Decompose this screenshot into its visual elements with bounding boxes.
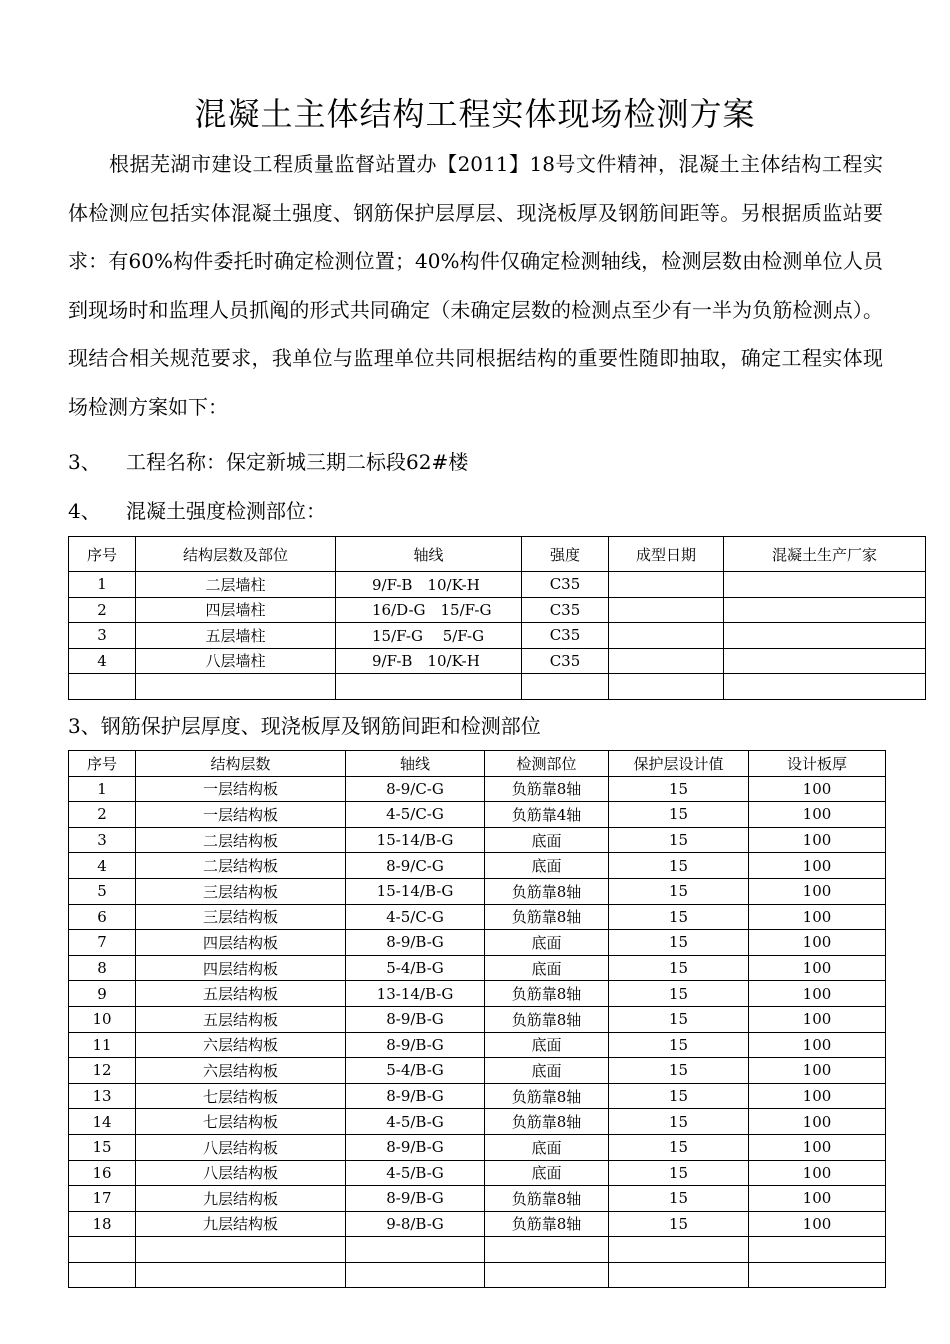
table-cell: 8-9/B-G bbox=[346, 1032, 485, 1058]
rebar-cover-table bbox=[68, 750, 886, 1288]
table-cell: 8-9/B-G bbox=[346, 930, 485, 956]
table-cell: 100 bbox=[749, 827, 886, 853]
header-cell: 保护层设计值 bbox=[609, 751, 749, 777]
table-cell: 15 bbox=[609, 930, 749, 956]
table-cell: C35 bbox=[522, 572, 609, 598]
table-row bbox=[69, 1160, 886, 1186]
table-cell: 100 bbox=[749, 904, 886, 930]
table-header-row bbox=[69, 537, 926, 572]
table-cell: 100 bbox=[749, 776, 886, 802]
concrete-strength-text: 混凝土强度检测部位： bbox=[126, 499, 326, 523]
table-cell: 15 bbox=[609, 1058, 749, 1084]
table-cell: 4-5/C-G bbox=[346, 904, 485, 930]
table-cell bbox=[749, 1237, 886, 1263]
header-cell: 轴线 bbox=[336, 537, 522, 572]
table-row bbox=[69, 572, 926, 598]
table-cell: 四层结构板 bbox=[136, 955, 346, 981]
table-row bbox=[69, 904, 886, 930]
table-cell: 负筋靠8轴 bbox=[485, 1211, 609, 1237]
table-cell: 五层结构板 bbox=[136, 1006, 346, 1032]
table-cell: 15 bbox=[609, 955, 749, 981]
table-cell: 100 bbox=[749, 930, 886, 956]
table-cell: 16 bbox=[69, 1160, 136, 1186]
table-cell: 8-9/C-G bbox=[346, 776, 485, 802]
table-cell: 16/D-G 15/F-G bbox=[336, 597, 522, 623]
header-cell: 设计板厚 bbox=[749, 751, 886, 777]
table-row bbox=[69, 1083, 886, 1109]
table-cell: 15/F-G 5/F-G bbox=[336, 623, 522, 649]
table-cell bbox=[724, 648, 926, 674]
table-cell: 100 bbox=[749, 1186, 886, 1212]
table-cell: 4 bbox=[69, 853, 136, 879]
table-cell: 负筋靠8轴 bbox=[485, 1006, 609, 1032]
table-row bbox=[69, 776, 886, 802]
table-cell: 九层结构板 bbox=[136, 1186, 346, 1212]
table-cell: 六层结构板 bbox=[136, 1032, 346, 1058]
table-cell: 15 bbox=[609, 776, 749, 802]
table-cell: 100 bbox=[749, 802, 886, 828]
table-row bbox=[69, 955, 886, 981]
table-cell: 1 bbox=[69, 776, 136, 802]
table-row bbox=[69, 1186, 886, 1212]
table-row bbox=[69, 1237, 886, 1263]
concrete-strength-table bbox=[68, 536, 926, 700]
table-cell: 8-9/C-G bbox=[346, 853, 485, 879]
table-cell bbox=[522, 674, 609, 700]
table-cell bbox=[609, 623, 724, 649]
table-cell: 15 bbox=[609, 904, 749, 930]
table-row bbox=[69, 623, 926, 649]
table-cell: 底面 bbox=[485, 1032, 609, 1058]
table-cell bbox=[485, 1237, 609, 1263]
table-cell: 15 bbox=[69, 1134, 136, 1160]
table-cell: 负筋靠8轴 bbox=[485, 1186, 609, 1212]
table-cell bbox=[724, 572, 926, 598]
table-cell: 15 bbox=[609, 853, 749, 879]
table-row bbox=[69, 648, 926, 674]
table-cell: 七层结构板 bbox=[136, 1109, 346, 1135]
table-cell bbox=[485, 1262, 609, 1288]
table-cell: 14 bbox=[69, 1109, 136, 1135]
table-cell: 六层结构板 bbox=[136, 1058, 346, 1084]
table-cell: 15 bbox=[609, 1211, 749, 1237]
table-cell: 负筋靠8轴 bbox=[485, 1109, 609, 1135]
table-cell: 100 bbox=[749, 981, 886, 1007]
table-cell: 三层结构板 bbox=[136, 878, 346, 904]
table-cell: C35 bbox=[522, 648, 609, 674]
header-cell: 轴线 bbox=[346, 751, 485, 777]
table-row bbox=[69, 674, 926, 700]
table-cell: 5 bbox=[69, 878, 136, 904]
table-cell: 13 bbox=[69, 1083, 136, 1109]
table-cell: 9/F-B 10/K-H bbox=[336, 648, 522, 674]
table-cell: 5-4/B-G bbox=[346, 1058, 485, 1084]
table-row bbox=[69, 802, 886, 828]
table-cell: 五层墙柱 bbox=[136, 623, 336, 649]
table-cell: 15 bbox=[609, 878, 749, 904]
table-cell bbox=[609, 572, 724, 598]
table-cell: 100 bbox=[749, 878, 886, 904]
table-cell: 15 bbox=[609, 827, 749, 853]
table-header-row bbox=[69, 751, 886, 777]
table-cell: 八层墙柱 bbox=[136, 648, 336, 674]
table-cell bbox=[609, 674, 724, 700]
table-cell: 100 bbox=[749, 853, 886, 879]
table-cell: 一层结构板 bbox=[136, 776, 346, 802]
header-cell: 结构层数及部位 bbox=[136, 537, 336, 572]
table-cell: 18 bbox=[69, 1211, 136, 1237]
table-cell bbox=[69, 674, 136, 700]
table-cell: 8-9/B-G bbox=[346, 1186, 485, 1212]
table-cell: 12 bbox=[69, 1058, 136, 1084]
table-cell: C35 bbox=[522, 597, 609, 623]
table-cell: 三层结构板 bbox=[136, 904, 346, 930]
table-row bbox=[69, 1262, 886, 1288]
table-cell: 负筋靠8轴 bbox=[485, 878, 609, 904]
table-cell: 100 bbox=[749, 955, 886, 981]
table-cell bbox=[609, 597, 724, 623]
table-cell: 九层结构板 bbox=[136, 1211, 346, 1237]
table-cell: 五层结构板 bbox=[136, 981, 346, 1007]
table-cell bbox=[346, 1237, 485, 1263]
table-cell: 9-8/B-G bbox=[346, 1211, 485, 1237]
table-cell: 100 bbox=[749, 1083, 886, 1109]
table-cell bbox=[136, 674, 336, 700]
table-cell: 3 bbox=[69, 827, 136, 853]
table-cell: 底面 bbox=[485, 930, 609, 956]
table-cell bbox=[336, 674, 522, 700]
table-cell: 100 bbox=[749, 1109, 886, 1135]
table-cell bbox=[609, 648, 724, 674]
table-cell: 100 bbox=[749, 1134, 886, 1160]
table-cell: 7 bbox=[69, 930, 136, 956]
rebar-cover-heading: 3、钢筋保护层厚度、现浇板厚及钢筋间距和检测部位 bbox=[68, 714, 541, 738]
project-name-number: 3、 bbox=[68, 450, 101, 474]
table-cell: 负筋靠8轴 bbox=[485, 904, 609, 930]
table-cell: 底面 bbox=[485, 827, 609, 853]
project-name-heading bbox=[68, 448, 468, 476]
table-cell: 负筋靠8轴 bbox=[485, 776, 609, 802]
table-cell: 二层墙柱 bbox=[136, 572, 336, 598]
table-cell bbox=[346, 1262, 485, 1288]
table-cell: 9 bbox=[69, 981, 136, 1007]
table-cell: 9/F-B 10/K-H bbox=[336, 572, 522, 598]
table-cell: 4 bbox=[69, 648, 136, 674]
project-name-text: 工程名称：保定新城三期二标段62#楼 bbox=[126, 450, 469, 474]
table-cell: 4-5/C-G bbox=[346, 802, 485, 828]
table-row bbox=[69, 930, 886, 956]
table-cell: 15 bbox=[609, 981, 749, 1007]
table-cell: 13-14/B-G bbox=[346, 981, 485, 1007]
concrete-strength-number: 4、 bbox=[68, 499, 101, 523]
table-cell: 一层结构板 bbox=[136, 802, 346, 828]
table-row bbox=[69, 1006, 886, 1032]
table-cell: 四层墙柱 bbox=[136, 597, 336, 623]
intro-paragraph: 根据芜湖市建设工程质量监督站置办【2011】18号文件精神，混凝土主体结构工程实体检测应包括实体混凝土强度、钢筋保护层厚层、现浇板厚及钢筋间距等。另根据质监站要求：有60%构件委托时确定检测位置；40%构件仅确定检测轴线，检测层数由检测单位人员到现场时和监理人员抓阄的形式共同确定（未确定层数的检测点至少有一半为负筋检测点）。现结合相关规范要求，我单位与监理单位共同根据结构的重要性随即抽取，确定工程实体现场检测方案如下： bbox=[68, 152, 883, 419]
table-cell bbox=[136, 1262, 346, 1288]
table-cell: 100 bbox=[749, 1032, 886, 1058]
table-cell: 负筋靠8轴 bbox=[485, 981, 609, 1007]
table-cell: 负筋靠4轴 bbox=[485, 802, 609, 828]
table-row bbox=[69, 1211, 886, 1237]
table-cell bbox=[724, 674, 926, 700]
table-cell: 八层结构板 bbox=[136, 1134, 346, 1160]
table-cell: 底面 bbox=[485, 1134, 609, 1160]
table-row bbox=[69, 1134, 886, 1160]
table-cell bbox=[69, 1262, 136, 1288]
table-cell bbox=[724, 597, 926, 623]
table-cell bbox=[136, 1237, 346, 1263]
table-cell: 17 bbox=[69, 1186, 136, 1212]
table-row bbox=[69, 827, 886, 853]
table-cell bbox=[609, 1237, 749, 1263]
table-cell: 二层结构板 bbox=[136, 827, 346, 853]
document-title: 混凝土主体结构工程实体现场检测方案 bbox=[194, 95, 756, 133]
header-cell: 检测部位 bbox=[485, 751, 609, 777]
table-row bbox=[69, 1032, 886, 1058]
table-cell: 6 bbox=[69, 904, 136, 930]
table-cell: 15 bbox=[609, 1083, 749, 1109]
table-cell: 8-9/B-G bbox=[346, 1083, 485, 1109]
table-cell bbox=[69, 1237, 136, 1263]
table-cell: 底面 bbox=[485, 853, 609, 879]
table-cell: 11 bbox=[69, 1032, 136, 1058]
table-cell: 8 bbox=[69, 955, 136, 981]
table-row bbox=[69, 597, 926, 623]
table-cell: 15 bbox=[609, 1186, 749, 1212]
header-cell: 序号 bbox=[69, 751, 136, 777]
table-cell: 1 bbox=[69, 572, 136, 598]
table-cell bbox=[609, 1262, 749, 1288]
table-cell: 底面 bbox=[485, 1160, 609, 1186]
table-cell: C35 bbox=[522, 623, 609, 649]
table-cell: 底面 bbox=[485, 955, 609, 981]
table-cell: 15 bbox=[609, 802, 749, 828]
table-cell: 2 bbox=[69, 802, 136, 828]
table-cell: 100 bbox=[749, 1211, 886, 1237]
table-cell: 负筋靠8轴 bbox=[485, 1083, 609, 1109]
header-cell: 成型日期 bbox=[609, 537, 724, 572]
header-cell: 序号 bbox=[69, 537, 136, 572]
header-cell: 混凝土生产厂家 bbox=[724, 537, 926, 572]
table-cell: 七层结构板 bbox=[136, 1083, 346, 1109]
table-cell: 15 bbox=[609, 1160, 749, 1186]
table-cell: 8-9/B-G bbox=[346, 1134, 485, 1160]
table-cell: 100 bbox=[749, 1160, 886, 1186]
table-cell: 4-5/B-G bbox=[346, 1160, 485, 1186]
table-cell: 15 bbox=[609, 1109, 749, 1135]
table-row bbox=[69, 981, 886, 1007]
table-cell: 二层结构板 bbox=[136, 853, 346, 879]
table-cell: 15-14/B-G bbox=[346, 827, 485, 853]
table-row bbox=[69, 853, 886, 879]
table-cell bbox=[749, 1262, 886, 1288]
table-cell: 15 bbox=[609, 1134, 749, 1160]
table-cell: 八层结构板 bbox=[136, 1160, 346, 1186]
concrete-strength-heading bbox=[68, 497, 326, 525]
table-cell: 15-14/B-G bbox=[346, 878, 485, 904]
table-cell: 100 bbox=[749, 1006, 886, 1032]
table-cell: 3 bbox=[69, 623, 136, 649]
table-cell: 四层结构板 bbox=[136, 930, 346, 956]
table-cell: 10 bbox=[69, 1006, 136, 1032]
table-cell: 2 bbox=[69, 597, 136, 623]
table-row bbox=[69, 1109, 886, 1135]
table-cell: 15 bbox=[609, 1032, 749, 1058]
table-row bbox=[69, 1058, 886, 1084]
table-row bbox=[69, 878, 886, 904]
header-cell: 结构层数 bbox=[136, 751, 346, 777]
table-cell: 4-5/B-G bbox=[346, 1109, 485, 1135]
table-cell: 15 bbox=[609, 1006, 749, 1032]
table-cell: 5-4/B-G bbox=[346, 955, 485, 981]
table-cell: 8-9/B-G bbox=[346, 1006, 485, 1032]
table-cell: 底面 bbox=[485, 1058, 609, 1084]
table-cell: 100 bbox=[749, 1058, 886, 1084]
table-cell bbox=[724, 623, 926, 649]
header-cell: 强度 bbox=[522, 537, 609, 572]
